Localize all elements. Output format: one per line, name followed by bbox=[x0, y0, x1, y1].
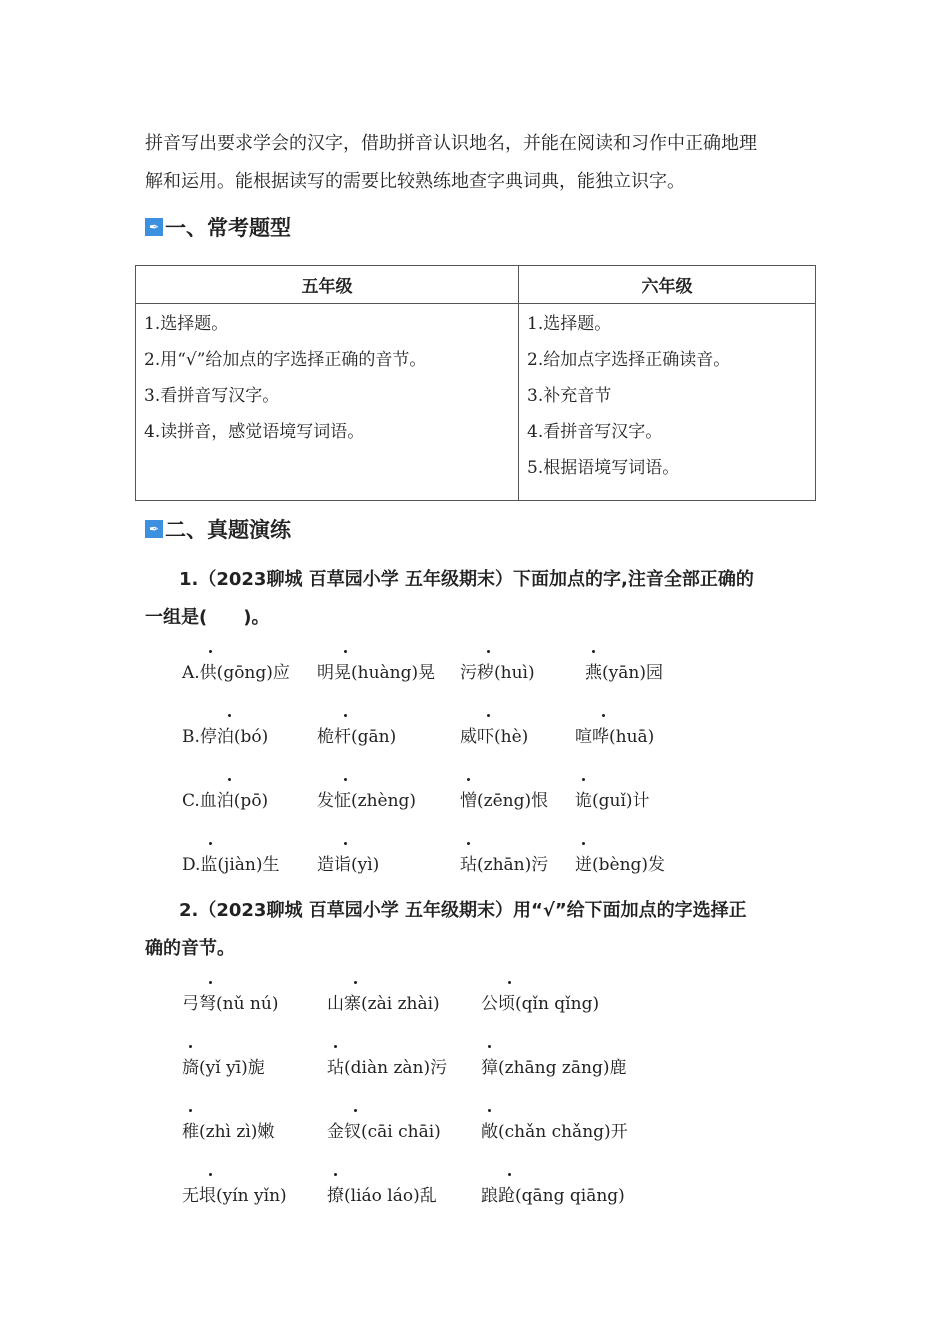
word-item: 獐(zhāng zāng)鹿 bbox=[481, 1053, 626, 1078]
word-item: 公顷(qǐn qǐng) bbox=[481, 989, 599, 1014]
question-1-stem bbox=[145, 561, 815, 637]
emphasis-dot bbox=[354, 1109, 357, 1112]
emphasis-dot bbox=[354, 981, 357, 984]
table-header-grade6: 六年级 bbox=[519, 266, 816, 304]
emphasis-dot bbox=[189, 1109, 192, 1112]
section-heading-question-types bbox=[145, 212, 291, 242]
emphasis-dot bbox=[228, 714, 231, 717]
option-word: 玷(zhān)污 bbox=[460, 850, 548, 875]
question-stem-line: 1.（2023聊城 百草园小学 五年级期末）下面加点的字,注音全部正确的 bbox=[179, 569, 754, 590]
option-word: A.供(gōng)应 bbox=[182, 658, 290, 683]
emphasis-dot bbox=[508, 1173, 511, 1176]
word-item: 撩(liáo láo)乱 bbox=[327, 1181, 437, 1206]
option-word: 诡(guǐ)计 bbox=[575, 786, 650, 811]
table-cell-grade5 bbox=[136, 304, 519, 501]
word-item: 敞(chǎn chǎng)开 bbox=[481, 1117, 628, 1142]
option-word: 威吓(hè) bbox=[460, 722, 528, 747]
question-type-table bbox=[135, 265, 816, 501]
q2-row bbox=[0, 1117, 950, 1157]
option-word: 喧哗(huā) bbox=[575, 722, 654, 747]
emphasis-dot bbox=[582, 778, 585, 781]
section-title: 一、常考题型 bbox=[165, 216, 291, 240]
emphasis-dot bbox=[467, 778, 470, 781]
emphasis-dot bbox=[344, 714, 347, 717]
option-word: B.停泊(bó) bbox=[182, 722, 268, 747]
word-item: 旖(yǐ yī)旎 bbox=[182, 1053, 265, 1078]
q1-option-c bbox=[0, 786, 950, 826]
emphasis-dot bbox=[487, 714, 490, 717]
emphasis-dot bbox=[602, 714, 605, 717]
question-2-stem bbox=[145, 892, 815, 968]
emphasis-dot bbox=[334, 1173, 337, 1176]
question-stem-line: 确的音节。 bbox=[145, 938, 235, 959]
list-item: 4.看拼音写汉字。 bbox=[527, 422, 663, 442]
word-item: 金钗(cāi chāi) bbox=[327, 1117, 441, 1142]
intro-paragraph bbox=[145, 125, 825, 201]
intro-line: 拼音写出要求学会的汉字，借助拼音认识地名，并能在阅读和习作中正确地理 bbox=[145, 133, 757, 154]
pen-icon: ✒ bbox=[145, 520, 163, 538]
word-item: 稚(zhì zì)嫩 bbox=[182, 1117, 274, 1142]
list-item: 4.读拼音，感觉语境写词语。 bbox=[144, 422, 365, 442]
emphasis-dot bbox=[228, 778, 231, 781]
q1-option-a bbox=[0, 658, 950, 698]
option-word: 发怔(zhèng) bbox=[317, 786, 416, 811]
emphasis-dot bbox=[344, 778, 347, 781]
word-item: 踉跄(qāng qiāng) bbox=[481, 1181, 625, 1206]
section-heading-practice bbox=[145, 514, 291, 544]
list-item: 2.给加点字选择正确读音。 bbox=[527, 350, 731, 370]
word-item: 弓弩(nǔ nú) bbox=[182, 989, 278, 1014]
table-header-grade5: 五年级 bbox=[136, 266, 519, 304]
pen-icon: ✒ bbox=[145, 218, 163, 236]
list-item: 1.选择题。 bbox=[527, 314, 612, 334]
question-stem-line: 2.（2023聊城 百草园小学 五年级期末）用“√”给下面加点的字选择正 bbox=[179, 900, 747, 921]
q2-row bbox=[0, 989, 950, 1029]
emphasis-dot bbox=[487, 650, 490, 653]
option-word: 造诣(yì) bbox=[317, 850, 379, 875]
option-word: 污秽(huì) bbox=[460, 658, 535, 683]
option-word: 桅杆(gān) bbox=[317, 722, 396, 747]
emphasis-dot bbox=[582, 842, 585, 845]
word-item: 山寨(zài zhài) bbox=[327, 989, 440, 1014]
q1-option-b bbox=[0, 722, 950, 762]
list-item: 2.用“√”给加点的字选择正确的音节。 bbox=[144, 350, 427, 370]
q2-row bbox=[0, 1181, 950, 1221]
emphasis-dot bbox=[334, 1045, 337, 1048]
table-cell-grade6 bbox=[519, 304, 816, 501]
option-word: 明晃(huàng)晃 bbox=[317, 658, 435, 683]
emphasis-dot bbox=[209, 842, 212, 845]
emphasis-dot bbox=[344, 650, 347, 653]
option-word: 憎(zēng)恨 bbox=[460, 786, 548, 811]
word-item: 无垠(yín yǐn) bbox=[182, 1181, 287, 1206]
emphasis-dot bbox=[209, 1173, 212, 1176]
emphasis-dot bbox=[488, 1045, 491, 1048]
option-word: D.监(jiàn)生 bbox=[182, 850, 279, 875]
section-title: 二、真题演练 bbox=[165, 518, 291, 542]
intro-line: 解和运用。能根据读写的需要比较熟练地查字典词典，能独立识字。 bbox=[145, 171, 685, 192]
option-word: C.血泊(pō) bbox=[182, 786, 268, 811]
word-item: 玷(diàn zàn)污 bbox=[327, 1053, 447, 1078]
list-item: 3.补充音节 bbox=[527, 386, 612, 406]
emphasis-dot bbox=[209, 650, 212, 653]
q1-option-d bbox=[0, 850, 950, 890]
list-item: 1.选择题。 bbox=[144, 314, 229, 334]
emphasis-dot bbox=[592, 650, 595, 653]
emphasis-dot bbox=[488, 1109, 491, 1112]
question-stem-line: 一组是( )。 bbox=[145, 607, 270, 628]
list-item: 3.看拼音写汉字。 bbox=[144, 386, 280, 406]
option-word: 迸(bèng)发 bbox=[575, 850, 665, 875]
option-word: 燕(yān)园 bbox=[585, 658, 663, 683]
emphasis-dot bbox=[209, 981, 212, 984]
list-item: 5.根据语境写词语。 bbox=[527, 458, 680, 478]
emphasis-dot bbox=[467, 842, 470, 845]
q2-row bbox=[0, 1053, 950, 1093]
emphasis-dot bbox=[344, 842, 347, 845]
emphasis-dot bbox=[189, 1045, 192, 1048]
emphasis-dot bbox=[508, 981, 511, 984]
